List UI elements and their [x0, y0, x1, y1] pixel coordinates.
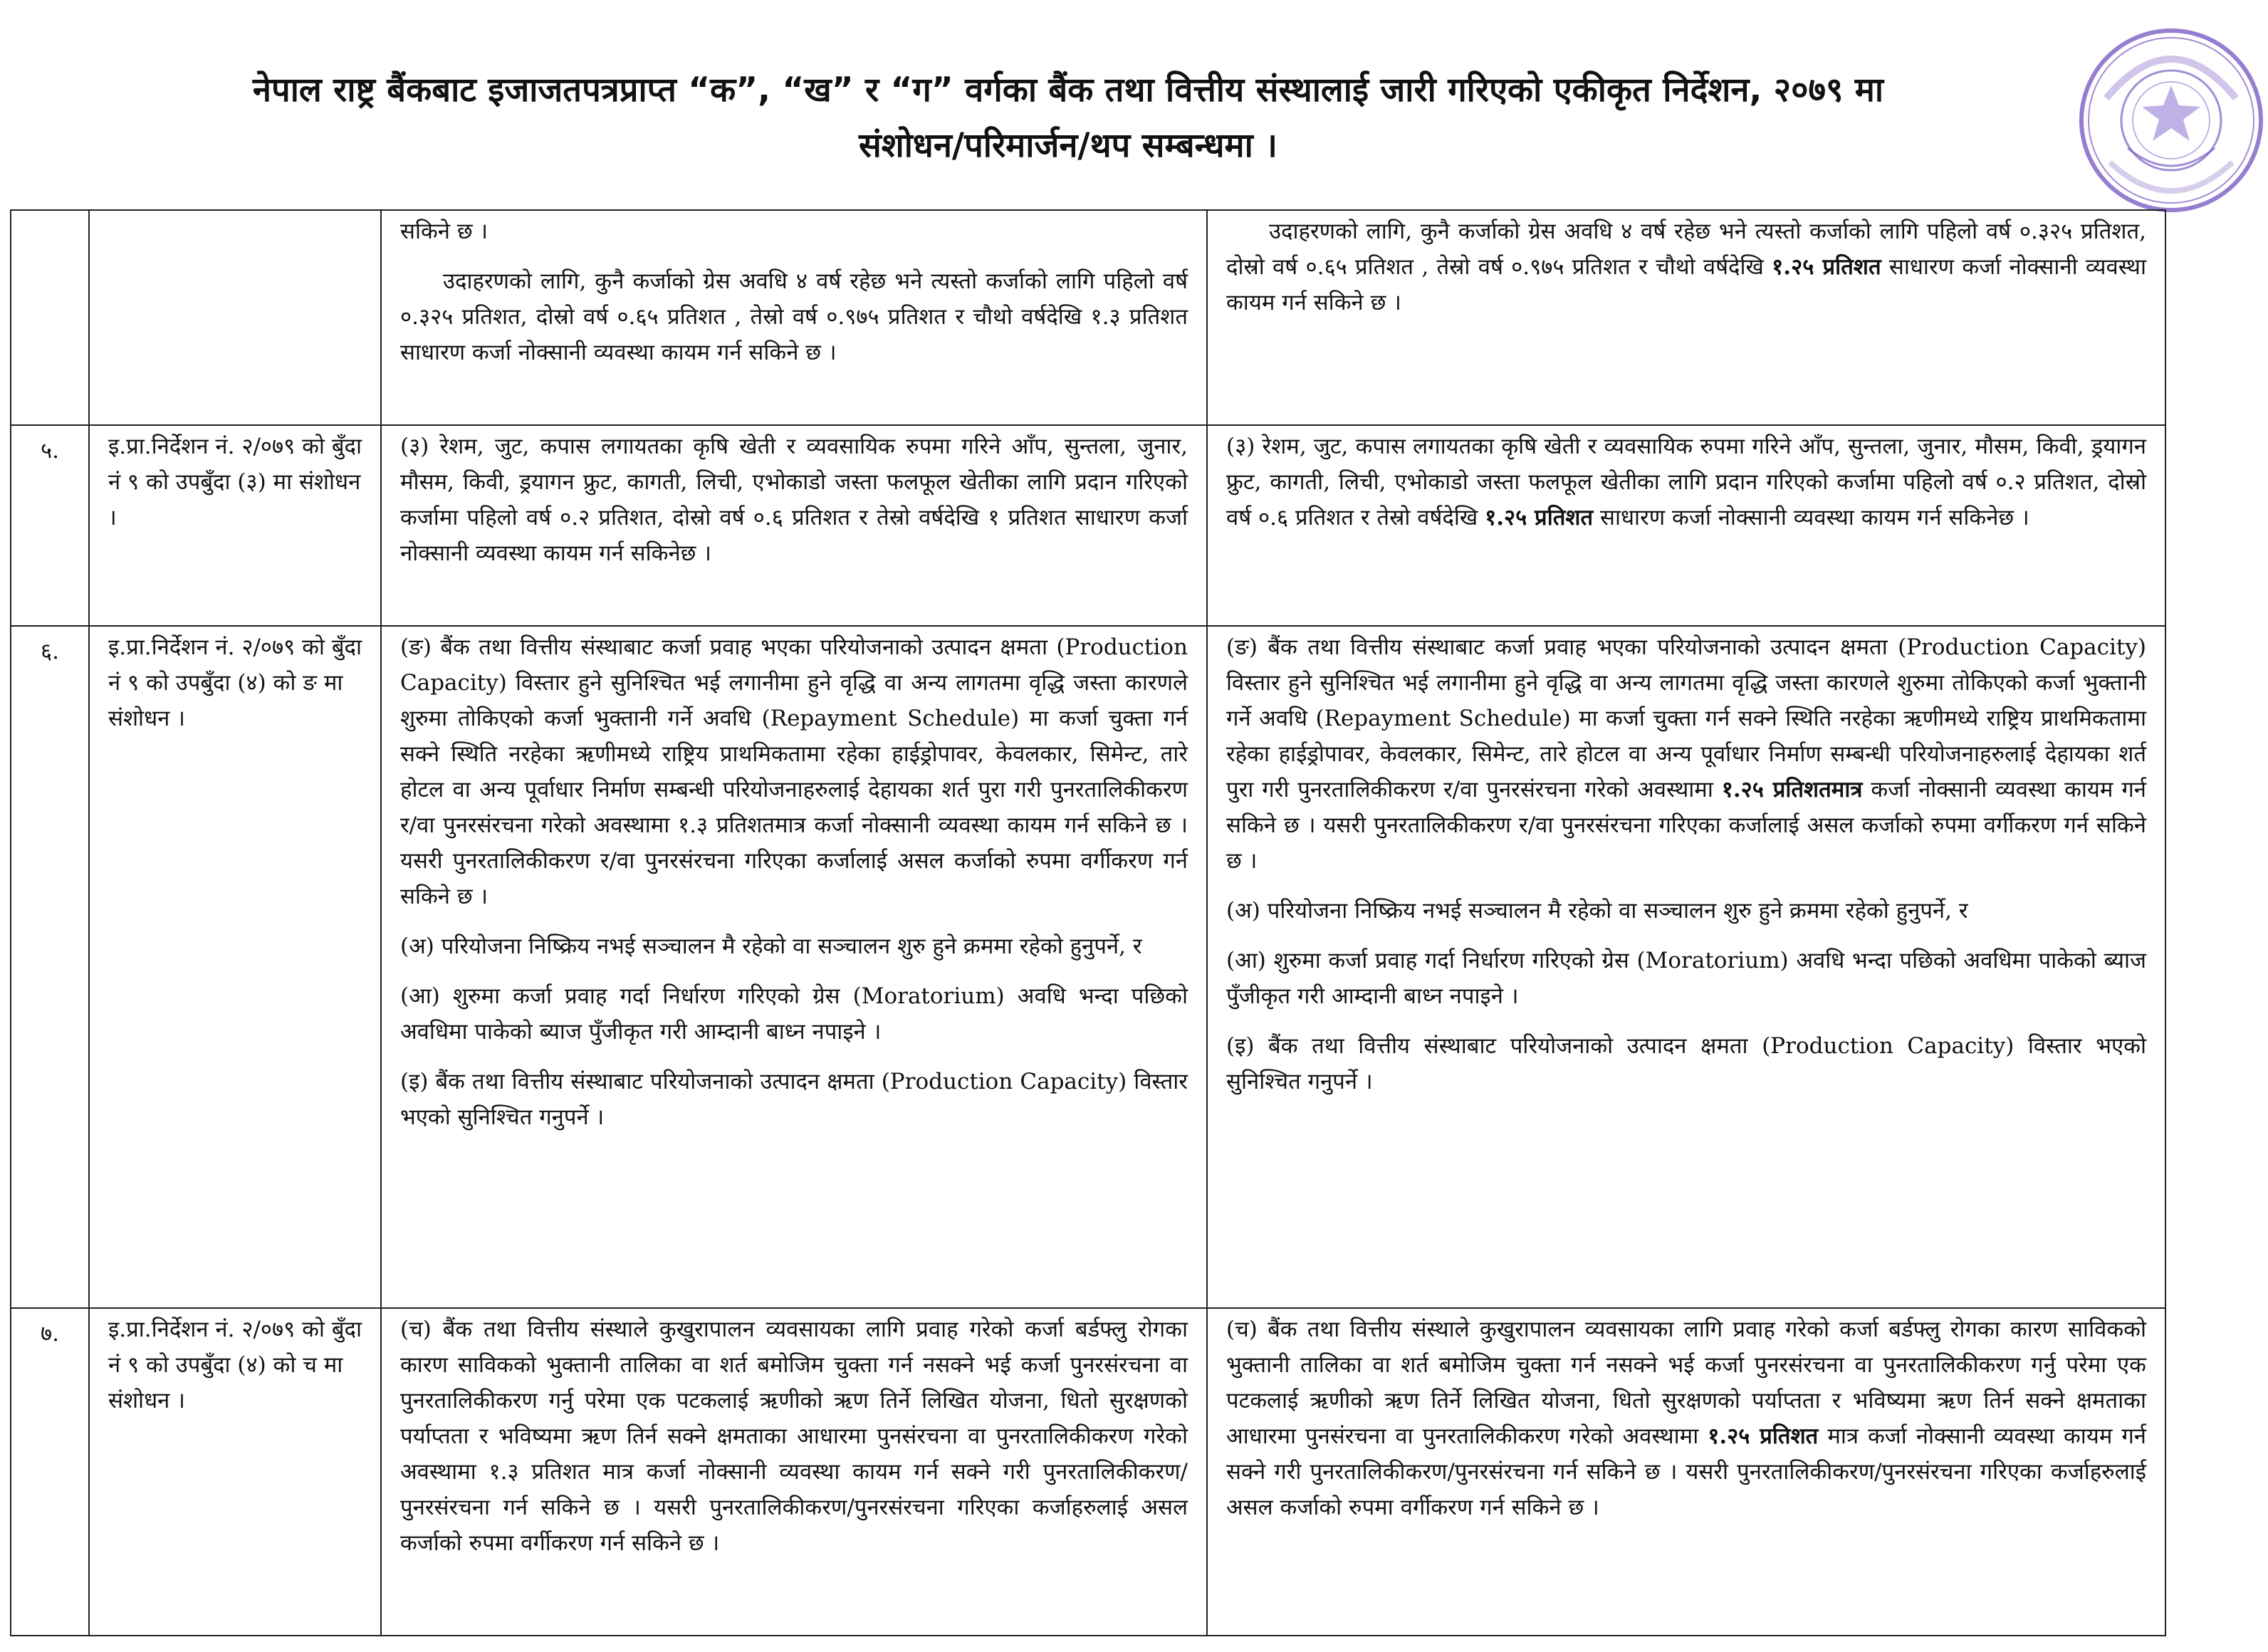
revised-paragraph: (ङ) बैंक तथा वित्तीय संस्थाबाट कर्जा प्रवाह भएका परियोजनाको उत्पादन क्षमता (Production Capacity) विस्तार हुने सुनिश्चित भई लगानीमा हुने वृद्धि वा अन्य लागतमा वृद्धि जस्ता कारणले शुरुमा तोकिएको कर्जा भुक्तानी गर्ने अवधि (Repayment Schedule) मा कर्जा चुक्ता गर्न सक्ने स्थिति नरहेका ऋणीमध्ये राष्ट्रिय प्राथमिकतामा रहेका हाईड्रोपावर, केवलकार, सिमेन्ट, तारे होटल वा अन्य पूर्वाधार निर्माण सम्बन्धी परियोजनाहरुलाई देहायका शर्त पुरा गरी पुनरतालिकीकरण र/वा पुनरसंरचना गरेको अवस्थामा १.२५ प्रतिशतमात्र कर्जा नोक्सानी व्यवस्था कायम गर्न सकिने छ । यसरी पुनरतालिकीकरण र/वा पुनरसंरचना गरिएका कर्जालाई असल कर्जाको रुपमा वर्गीकरण गर्न सकिने छ । [1226, 634, 2146, 874]
existing-paragraph: (आ) शुरुमा कर्जा प्रवाह गर्दा निर्धारण गरिएको ग्रेस (Moratorium) अवधि भन्दा पछिको अवधिमा पाकेको ब्याज पुँजीकृत गरी आम्दानी बाध्न नपाइने । [400, 983, 1188, 1045]
revised-provision-cell [1207, 210, 2165, 425]
row-number-cell: ७. [11, 1308, 89, 1636]
existing-paragraph: (च) बैंक तथा वित्तीय संस्थाले कुखुरापालन व्यवसायका लागि प्रवाह गरेको कर्जा बर्डफ्लु रोगका कारण साविकको भुक्तानी तालिका वा शर्त बमोजिम चुक्ता गर्न नसक्ने भई कर्जा पुनरसंरचना वा पुनरतालिकीकरण गर्नु परेमा एक पटकलाई ऋणीको ऋण तिर्ने लिखित योजना, धितो सुरक्षणको पर्याप्तता र भविष्यमा ऋण तिर्न सक्ने क्षमताका आधारमा पुनसंरचना वा पुनरतालिकीकरण गरेको अवस्थामा १.३ प्रतिशत मात्र कर्जा नोक्सानी व्यवस्था कायम गर्न सक्ने गरी पुनरतालिकीकरण/पुनरसंरचना गर्न सकिने छ । यसरी पुनरतालिकीकरण/पुनरसंरचना गरिएका कर्जाहरुलाई असल कर्जाको रुपमा वर्गीकरण गर्न सकिने छ । [400, 1317, 1188, 1556]
revised-provision-cell [1207, 1308, 2165, 1636]
revised-paragraph: उदाहरणको लागि, कुनै कर्जाको ग्रेस अवधि ४ वर्ष रहेछ भने त्यस्तो कर्जाको लागि पहिलो वर्ष ०.३२५ प्रतिशत, दोस्रो वर्ष ०.६५ प्रतिशत , तेस्रो वर्ष ०.९७५ प्रतिशत र चौथो वर्षदेखि १.२५ प्रतिशत साधारण कर्जा नोक्सानी व्यवस्था कायम गर्न सकिने छ । [1226, 219, 2146, 315]
subject-cell [89, 210, 381, 425]
revised-provision-cell [1207, 425, 2165, 626]
revised-provision-cell [1207, 626, 2165, 1308]
amendment-table [10, 209, 2166, 1636]
document-title [50, 63, 2086, 174]
row-number-cell: ६. [11, 626, 89, 1308]
table-row [11, 626, 2165, 1308]
title-line-2: संशोधन/परिमार्जन/थप सम्बन्धमा । [859, 126, 1277, 165]
existing-provision-cell [381, 626, 1207, 1308]
highlight-rate: १.२५ प्रतिशत [1485, 505, 1594, 530]
table-row [11, 1308, 2165, 1636]
existing-provision-cell [381, 210, 1207, 425]
existing-provision-cell [381, 1308, 1207, 1636]
row-number-cell: ५. [11, 425, 89, 626]
highlight-rate: १.२५ प्रतिशत [1772, 254, 1881, 280]
nepal-rastra-bank-seal-icon [2078, 27, 2264, 214]
existing-paragraph: (ङ) बैंक तथा वित्तीय संस्थाबाट कर्जा प्रवाह भएका परियोजनाको उत्पादन क्षमता (Production Capacity) विस्तार हुने सुनिश्चित भई लगानीमा हुने वृद्धि वा अन्य लागतमा वृद्धि जस्ता कारणले शुरुमा तोकिएको कर्जा भुक्तानी गर्ने अवधि (Repayment Schedule) मा कर्जा चुक्ता गर्न सक्ने स्थिति नरहेका ऋणीमध्ये राष्ट्रिय प्राथमिकतामा रहेका हाईड्रोपावर, केवलकार, सिमेन्ट, तारे होटल वा अन्य पूर्वाधार निर्माण सम्बन्धी परियोजनाहरुलाई देहायका शर्त पुरा गरी पुनरतालिकीकरण र/वा पुनरसंरचना गरेको अवस्थामा १.३ प्रतिशतमात्र कर्जा नोक्सानी व्यवस्था कायम गर्न सकिने छ । यसरी पुनरतालिकीकरण र/वा पुनरसंरचना गरिएका कर्जालाई असल कर्जाको रुपमा वर्गीकरण गर्न सकिने छ । [400, 634, 1188, 909]
subject-cell: इ.प्रा.निर्देशन नं. २/०७९ को बुँदा नं ९ को उपबुँदा (४) को च मा संशोधन । [89, 1308, 381, 1636]
highlight-rate: १.२५ प्रतिशतमात्र [1721, 777, 1863, 803]
table-row [11, 425, 2165, 626]
existing-paragraph: (इ) बैंक तथा वित्तीय संस्थाबाट परियोजनाको उत्पादन क्षमता (Production Capacity) विस्तार भएको सुनिश्चित गनुपर्ने । [400, 1069, 1188, 1130]
subject-cell: इ.प्रा.निर्देशन नं. २/०७९ को बुँदा नं ९ को उपबुँदा (४) को ङ मा संशोधन । [89, 626, 381, 1308]
subject-cell: इ.प्रा.निर्देशन नं. २/०७९ को बुँदा नं ९ को उपबुँदा (३) मा संशोधन । [89, 425, 381, 626]
revised-paragraph: (च) बैंक तथा वित्तीय संस्थाले कुखुरापालन व्यवसायका लागि प्रवाह गरेको कर्जा बर्डफ्लु रोगका कारण साविकको भुक्तानी तालिका वा शर्त बमोजिम चुक्ता गर्न नसक्ने भई कर्जा पुनरसंरचना वा पुनरतालिकीकरण गर्नु परेमा एक पटकलाई ऋणीको ऋण तिर्ने लिखित योजना, धितो सुरक्षणको पर्याप्तता र भविष्यमा ऋण तिर्न सक्ने क्षमताका आधारमा पुनसंरचना वा पुनरतालिकीकरण गरेको अवस्थामा १.२५ प्रतिशत मात्र कर्जा नोक्सानी व्यवस्था कायम गर्न सक्ने गरी पुनरतालिकीकरण/पुनरसंरचना गर्न सकिने छ । यसरी पुनरतालिकीकरण/पुनरसंरचना गरिएका कर्जाहरुलाई असल कर्जाको रुपमा वर्गीकरण गर्न सकिने छ । [1226, 1317, 2146, 1520]
existing-paragraph: सकिने छ । [400, 219, 488, 244]
existing-provision-cell [381, 425, 1207, 626]
table-row [11, 210, 2165, 425]
existing-paragraph: (३) रेशम, जुट, कपास लगायतका कृषि खेती र व्यवसायिक रुपमा गरिने आँप, सुन्तला, जुनार, मौसम, किवी, ड्रयागन फ्रुट, कागती, लिची, एभोकाडो जस्ता फलफूल खेतीका लागि प्रदान गरिएको कर्जामा पहिलो वर्ष ०.२ प्रतिशत, दोस्रो वर्ष ०.६ प्रतिशत र तेस्रो वर्षदेखि १ प्रतिशत साधारण कर्जा नोक्सानी व्यवस्था कायम गर्न सकिनेछ । [400, 434, 1188, 566]
revised-paragraph: (इ) बैंक तथा वित्तीय संस्थाबाट परियोजनाको उत्पादन क्षमता (Production Capacity) विस्तार भएको सुनिश्चित गनुपर्ने । [1226, 1033, 2146, 1094]
existing-paragraph: (अ) परियोजना निष्क्रिय नभई सञ्चालन मै रहेको वा सञ्चालन शुरु हुने क्रममा रहेको हुनुपर्ने, र [400, 934, 1142, 959]
revised-paragraph: (अ) परियोजना निष्क्रिय नभई सञ्चालन मै रहेको वा सञ्चालन शुरु हुने क्रममा रहेको हुनुपर्ने, र [1226, 898, 1968, 924]
revised-paragraph: (आ) शुरुमा कर्जा प्रवाह गर्दा निर्धारण गरिएको ग्रेस (Moratorium) अवधि भन्दा पछिको अवधिमा पाकेको ब्याज पुँजीकृत गरी आम्दानी बाध्न नपाइने । [1226, 948, 2146, 1009]
existing-paragraph: उदाहरणको लागि, कुनै कर्जाको ग्रेस अवधि ४ वर्ष रहेछ भने त्यस्तो कर्जाको लागि पहिलो वर्ष ०.३२५ प्रतिशत, दोस्रो वर्ष ०.६५ प्रतिशत , तेस्रो वर्ष ०.९७५ प्रतिशत र चौथो वर्षदेखि १.३ प्रतिशत साधारण कर्जा नोक्सानी व्यवस्था कायम गर्न सकिने छ । [400, 268, 1188, 365]
highlight-rate: १.२५ प्रतिशत [1708, 1423, 1819, 1449]
row-number-cell [11, 210, 89, 425]
revised-paragraph: (३) रेशम, जुट, कपास लगायतका कृषि खेती र व्यवसायिक रुपमा गरिने आँप, सुन्तला, जुनार, मौसम, किवी, ड्रयागन फ्रुट, कागती, लिची, एभोकाडो जस्ता फलफूल खेतीका लागि प्रदान गरिएको कर्जामा पहिलो वर्ष ०.२ प्रतिशत, दोस्रो वर्ष ०.६ प्रतिशत र तेस्रो वर्षदेखि १.२५ प्रतिशत साधारण कर्जा नोक्सानी व्यवस्था कायम गर्न सकिनेछ । [1226, 434, 2146, 530]
title-line-1: नेपाल राष्ट्र बैंकबाट इजाजतपत्रप्राप्त “क”, “ख” र “ग” वर्गका बैंक तथा वित्तीय संस्थालाई जारी गरिएको एकीकृत निर्देशन, २०७९ मा [252, 70, 1884, 110]
